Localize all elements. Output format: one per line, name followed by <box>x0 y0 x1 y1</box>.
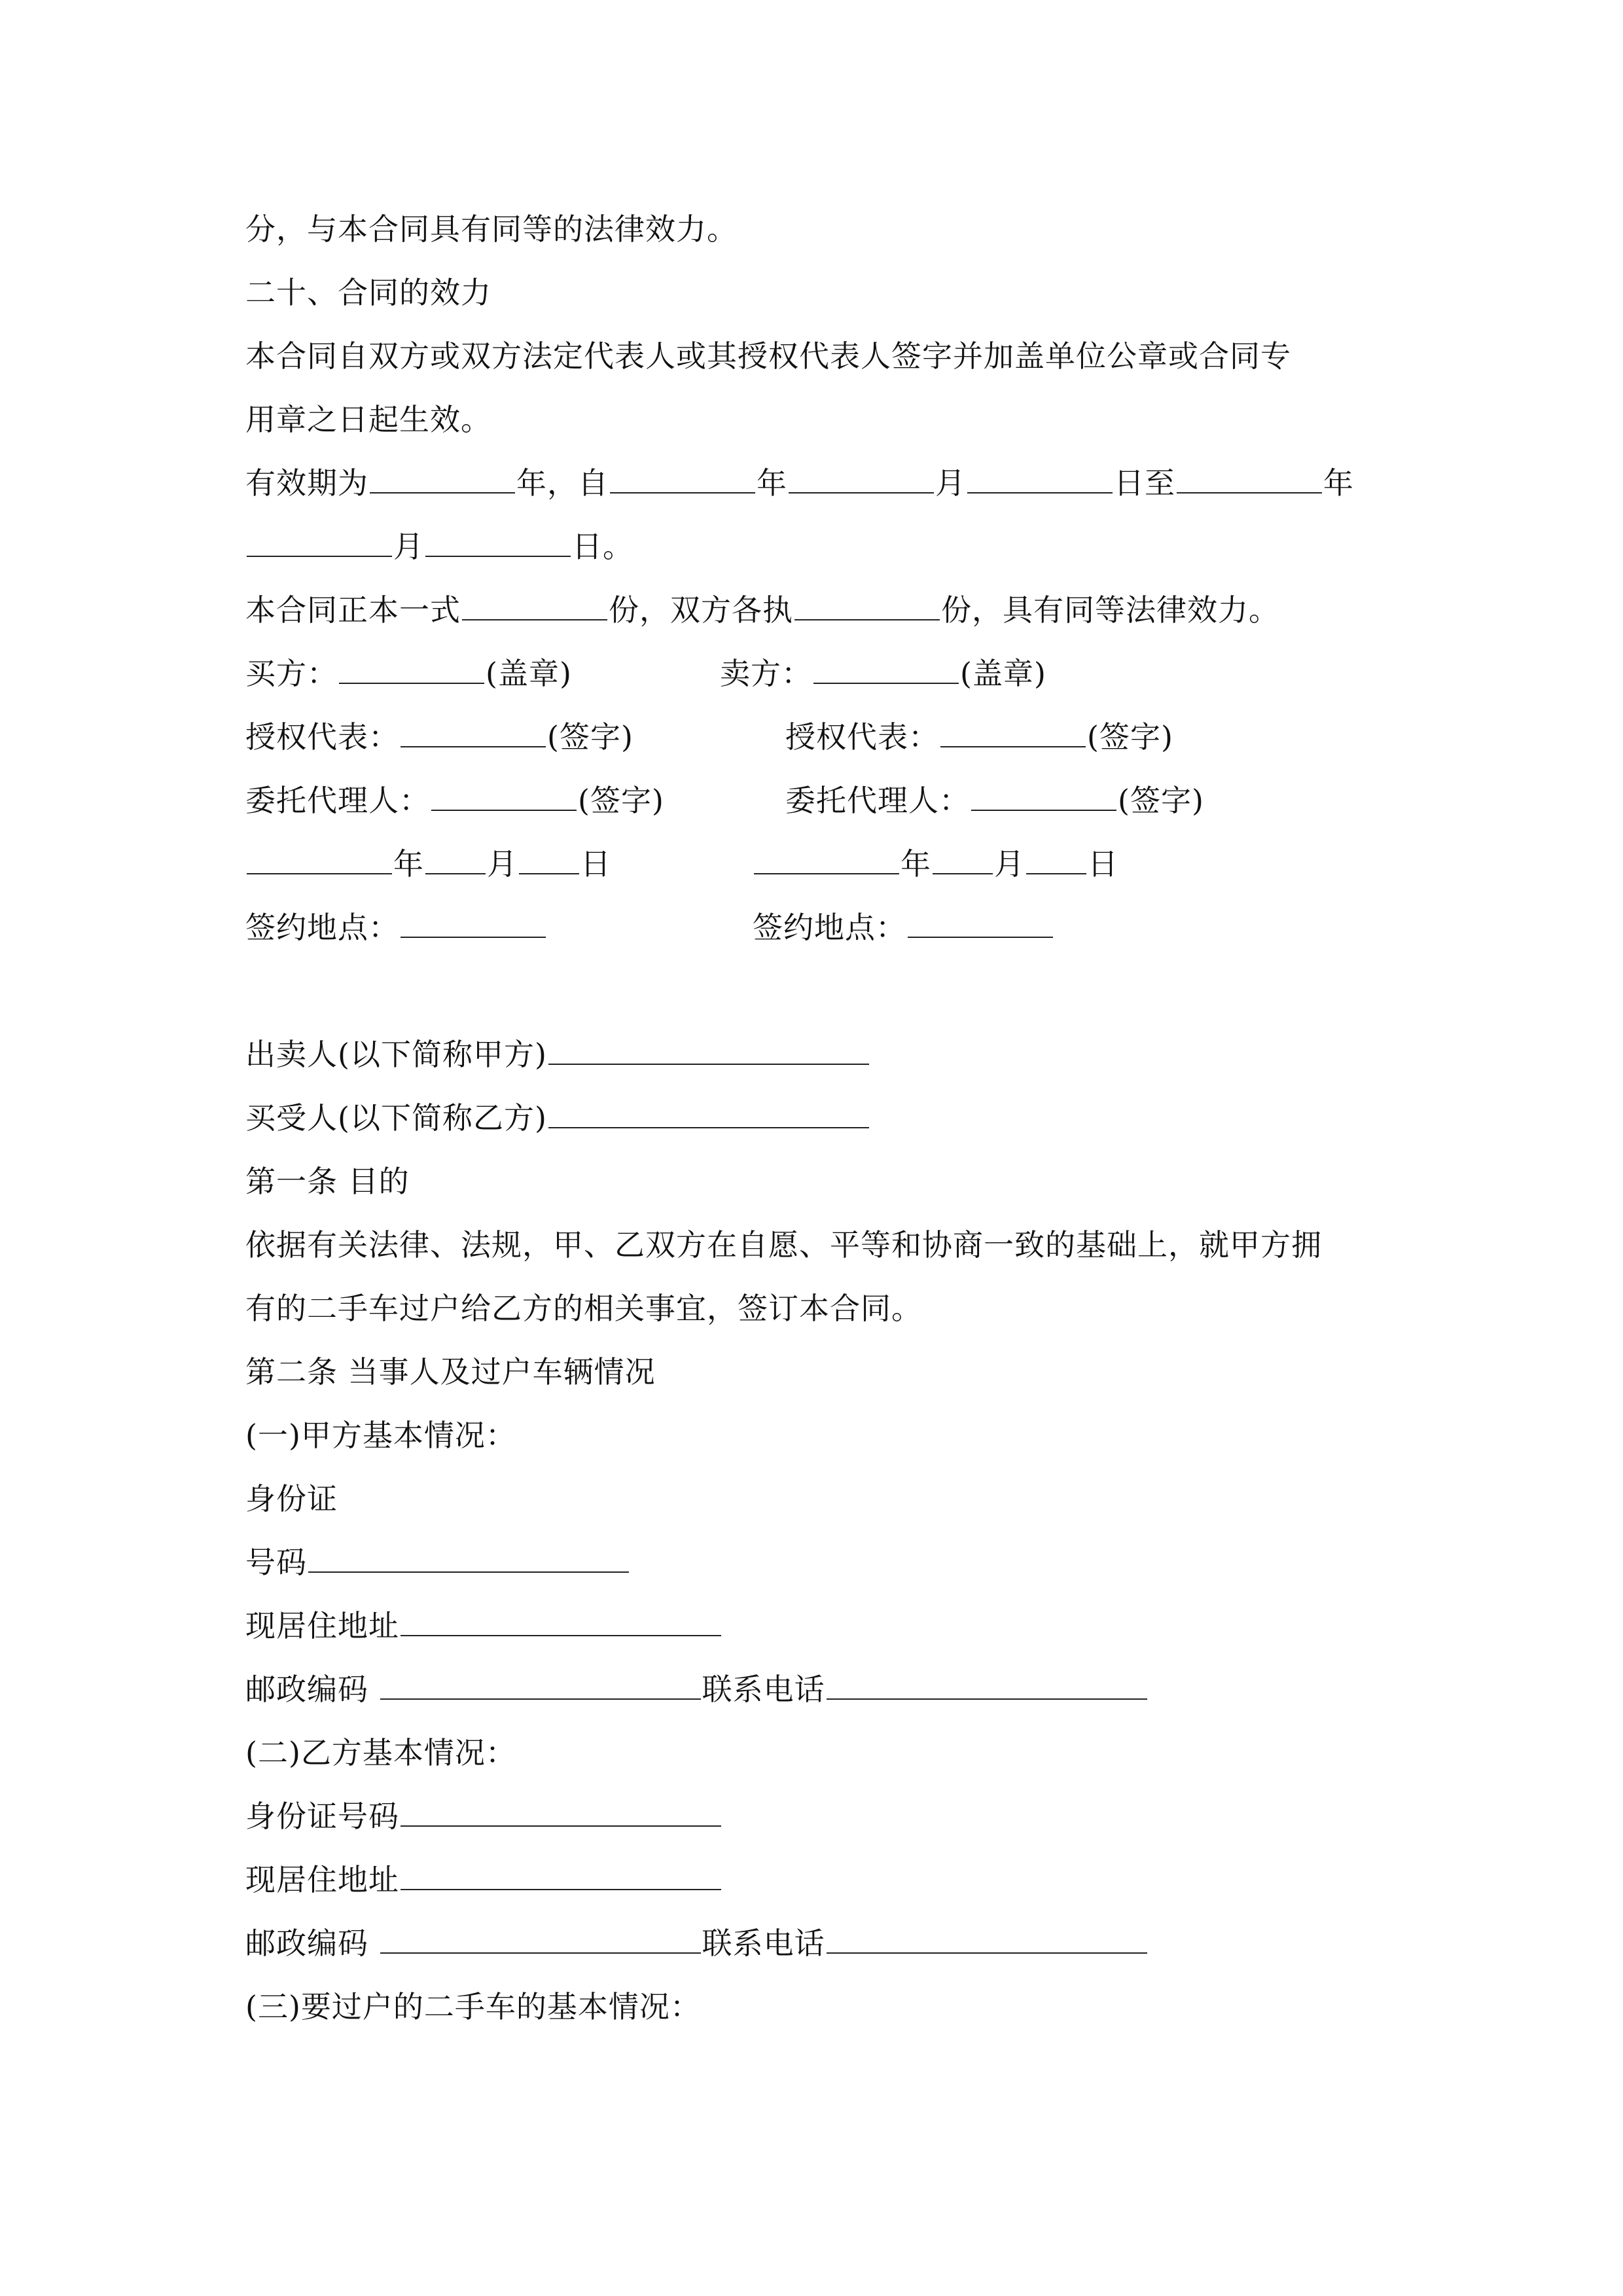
party-b-contact-line <box>245 1924 1149 1963</box>
validity-line-2 <box>245 527 633 566</box>
seller-auth-rep-label: 授权代表： <box>785 719 939 755</box>
party-b-phone-blank[interactable] <box>827 1924 1147 1954</box>
buyer-place-blank[interactable] <box>401 908 546 938</box>
signature-row-auth-rep <box>245 717 1423 757</box>
end-year-label: 年 <box>1323 465 1354 501</box>
party-a-address-label: 现居住地址 <box>245 1608 399 1643</box>
end-month-label: 月 <box>393 529 424 564</box>
buyer-agent-sign: (签字) <box>578 783 664 818</box>
seller-agent-block <box>785 781 1204 820</box>
buyer-date-day: 日 <box>580 846 611 882</box>
party-b-id-label: 身份证号码 <box>245 1799 399 1834</box>
seller-date-year-blank[interactable] <box>754 844 899 874</box>
signature-row-place <box>245 908 1423 947</box>
party-a-phone-blank[interactable] <box>827 1670 1147 1700</box>
party-b-postcode-label: 邮政编码 <box>245 1926 368 1961</box>
party-a-address-blank[interactable] <box>401 1606 721 1636</box>
buyer-agent-block <box>245 781 664 820</box>
seller-place-block <box>753 908 1054 947</box>
buyer-date-day-blank[interactable] <box>519 844 579 874</box>
article-1-heading: 第一条 目的 <box>245 1164 410 1199</box>
effect-paragraph-line-1: 本合同自双方或双方法定代表人或其授权代表人签字并加盖单位公章或合同专 <box>245 338 1291 374</box>
buyer-auth-rep-sign: (签字) <box>547 719 633 755</box>
start-month-label: 月 <box>935 465 966 501</box>
buyer-party-label: 买受人(以下简称乙方) <box>245 1100 547 1136</box>
party-a-contact-line <box>245 1670 1149 1709</box>
buyer-party-blank[interactable] <box>548 1098 869 1128</box>
copies-total-blank[interactable] <box>462 590 607 620</box>
copies-suffix: 份，具有同等法律效力。 <box>941 592 1279 628</box>
buyer-seal: (盖章) <box>486 656 572 691</box>
seller-date-month-blank[interactable] <box>933 844 993 874</box>
party-a-heading: (一)甲方基本情况： <box>245 1418 516 1453</box>
copies-mid: 份，双方各执 <box>609 592 793 628</box>
buyer-agent-blank[interactable] <box>431 781 577 811</box>
start-day-to-label: 日至 <box>1114 465 1175 501</box>
seller-date-year: 年 <box>901 846 931 882</box>
buyer-party-line <box>245 1098 870 1138</box>
buyer-place-label: 签约地点： <box>245 910 399 945</box>
party-b-address-label: 现居住地址 <box>245 1862 399 1897</box>
buyer-auth-rep-block <box>245 717 633 757</box>
seller-auth-rep-block <box>785 717 1173 757</box>
buyer-date-month-blank[interactable] <box>425 844 486 874</box>
signature-row-date <box>245 844 1423 884</box>
article-1-line-1: 依据有关法律、法规，甲、乙双方在自愿、平等和协商一致的基础上，就甲方拥 <box>245 1227 1322 1263</box>
seller-auth-rep-sign: (签字) <box>1087 719 1173 755</box>
party-b-postcode-blank[interactable] <box>380 1924 701 1954</box>
seller-sign-block <box>720 654 1046 693</box>
start-day-blank[interactable] <box>967 463 1113 493</box>
start-year-label: 年 <box>757 465 787 501</box>
seller-party-label: 出卖人(以下简称甲方) <box>245 1037 547 1072</box>
party-a-id-card: 身份证 <box>245 1481 338 1516</box>
section-20-heading: 二十、合同的效力 <box>245 275 491 310</box>
buyer-date-block <box>245 844 611 884</box>
start-year-blank[interactable] <box>610 463 755 493</box>
signature-row-agent <box>245 781 1423 820</box>
seller-agent-sign: (签字) <box>1118 783 1204 818</box>
party-a-postcode-label: 邮政编码 <box>245 1672 368 1707</box>
start-month-blank[interactable] <box>789 463 934 493</box>
signature-row-party <box>245 654 1423 693</box>
buyer-date-year-blank[interactable] <box>247 844 392 874</box>
party-b-address-blank[interactable] <box>401 1860 721 1890</box>
seller-auth-rep-blank[interactable] <box>940 717 1086 747</box>
seller-date-day: 日 <box>1088 846 1118 882</box>
party-a-postcode-blank[interactable] <box>380 1670 701 1700</box>
end-year-blank[interactable] <box>1177 463 1322 493</box>
end-day-label: 日。 <box>572 529 633 564</box>
seller-blank[interactable] <box>813 654 959 684</box>
seller-date-block <box>753 844 1118 884</box>
seller-party-line <box>245 1035 870 1074</box>
end-day-blank[interactable] <box>425 527 571 557</box>
validity-year-from: 年，自 <box>516 465 609 501</box>
party-a-address-line <box>245 1606 722 1645</box>
seller-date-month: 月 <box>994 846 1025 882</box>
party-b-id-line <box>245 1797 722 1836</box>
party-b-phone-label: 联系电话 <box>702 1926 825 1961</box>
seller-agent-label: 委托代理人： <box>785 783 970 818</box>
party-a-number-blank[interactable] <box>308 1543 629 1573</box>
validity-years-blank[interactable] <box>370 463 515 493</box>
party-b-heading: (二)乙方基本情况： <box>245 1735 516 1770</box>
buyer-date-month: 月 <box>487 846 518 882</box>
buyer-date-year: 年 <box>393 846 424 882</box>
seller-date-day-blank[interactable] <box>1026 844 1086 874</box>
end-month-blank[interactable] <box>247 527 392 557</box>
buyer-auth-rep-blank[interactable] <box>401 717 546 747</box>
vehicle-heading: (三)要过户的二手车的基本情况： <box>245 1989 701 2024</box>
validity-line-1 <box>245 463 1354 503</box>
buyer-blank[interactable] <box>339 654 484 684</box>
buyer-place-block <box>245 908 547 947</box>
paragraph-continuation: 分，与本合同具有同等的法律效力。 <box>245 211 738 247</box>
party-a-number-label: 号码 <box>245 1545 307 1580</box>
seller-seal: (盖章) <box>960 656 1046 691</box>
party-b-id-blank[interactable] <box>401 1797 721 1827</box>
buyer-agent-label: 委托代理人： <box>245 783 430 818</box>
buyer-label: 买方： <box>245 656 338 691</box>
party-b-address-line <box>245 1860 722 1899</box>
buyer-sign-block <box>245 654 572 693</box>
seller-label: 卖方： <box>720 656 812 691</box>
party-a-phone-label: 联系电话 <box>702 1672 825 1707</box>
copies-prefix: 本合同正本一式 <box>245 592 461 628</box>
validity-prefix: 有效期为 <box>245 465 368 501</box>
seller-place-label: 签约地点： <box>753 910 906 945</box>
seller-party-blank[interactable] <box>548 1035 869 1065</box>
copies-each-blank[interactable] <box>794 590 940 620</box>
article-1-line-2: 有的二手车过户给乙方的相关事宜，签订本合同。 <box>245 1291 922 1326</box>
copies-line <box>245 590 1279 630</box>
seller-place-blank[interactable] <box>908 908 1053 938</box>
effect-paragraph-line-2: 用章之日起生效。 <box>245 402 491 437</box>
seller-agent-blank[interactable] <box>971 781 1116 811</box>
buyer-auth-rep-label: 授权代表： <box>245 719 399 755</box>
party-a-number-line <box>245 1543 630 1582</box>
article-2-heading: 第二条 当事人及过户车辆情况 <box>245 1354 656 1390</box>
